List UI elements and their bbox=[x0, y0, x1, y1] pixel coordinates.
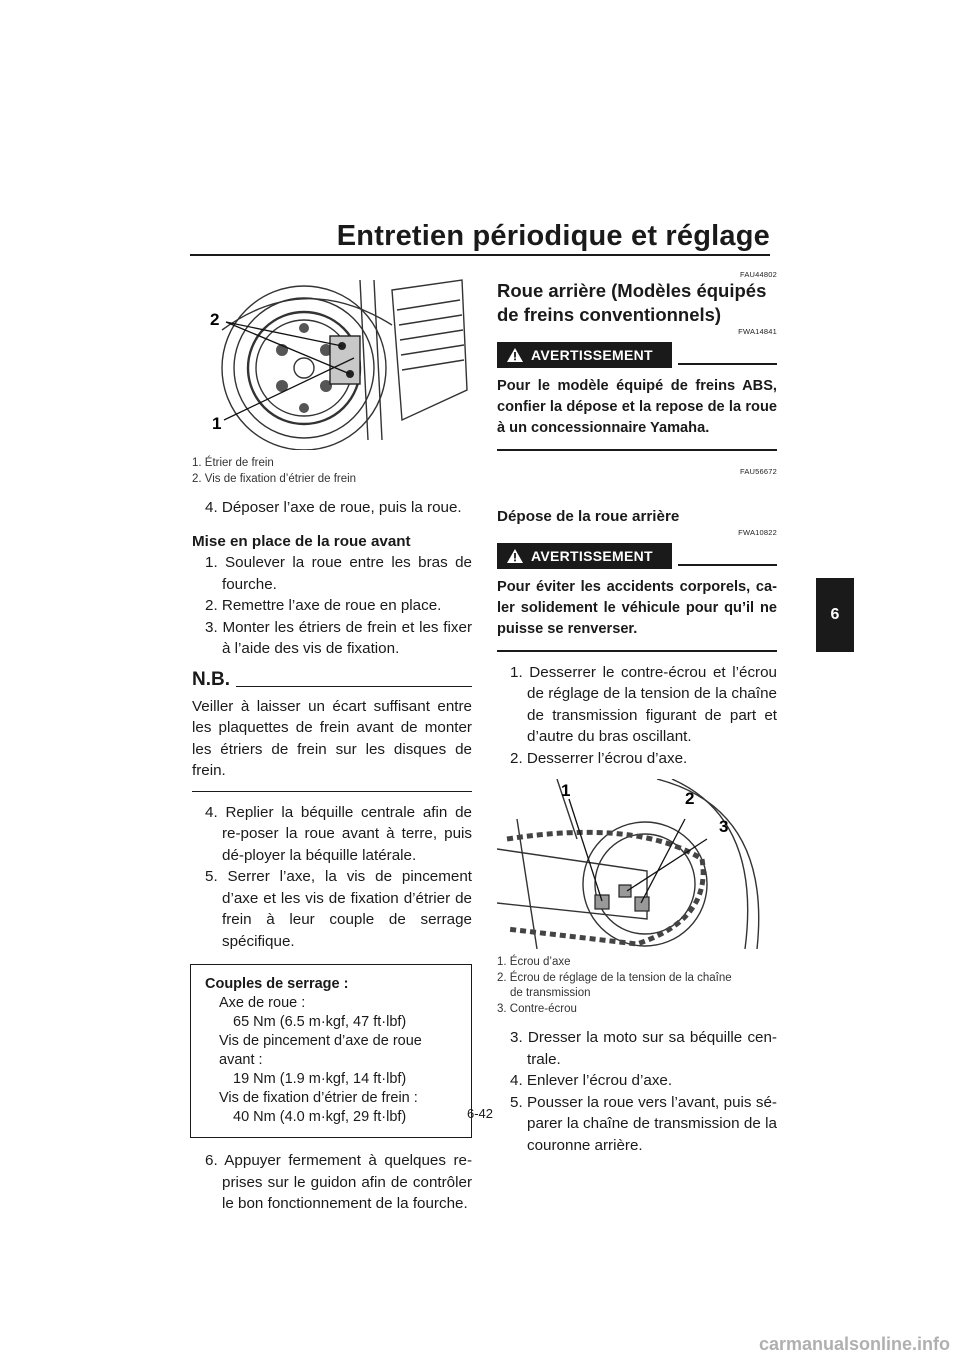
warning-label: AVERTISSEMENT bbox=[531, 347, 653, 363]
warning-rule bbox=[678, 564, 777, 566]
step-remove-axle: 4. Déposer l’axe de roue, puis la roue. bbox=[205, 499, 462, 516]
removal-step: 2. Desserrer l’écrou d’axe. bbox=[510, 749, 688, 767]
warning-triangle-icon bbox=[507, 348, 523, 362]
step-after: 4. Replier la béquille centrale afin de re-poser la roue avant à terre, puis dé-ployer la béquille latérale. bbox=[205, 803, 472, 864]
caption-item: 3. Contre-écrou bbox=[497, 1002, 577, 1015]
warning-badge bbox=[497, 342, 672, 368]
title-rule bbox=[190, 254, 770, 256]
rear-wheel-figure bbox=[497, 779, 777, 949]
front-wheel-illustration bbox=[192, 270, 472, 450]
warning-label: AVERTISSEMENT bbox=[531, 547, 653, 564]
spec-value: 19 Nm (1.9 m·kgf, 14 ft·lbf) bbox=[233, 1071, 407, 1087]
caption-item: de transmission bbox=[510, 987, 591, 999]
warning-end-rule bbox=[497, 449, 777, 451]
spec-line: avant : bbox=[219, 1052, 263, 1068]
figure-callout-3: 3 bbox=[719, 817, 729, 836]
ref-code: FAU56672 bbox=[739, 467, 777, 476]
page-title: Entretien périodique et réglage bbox=[336, 220, 770, 252]
install-step: 1. Soulever la roue entre les bras de fourche. bbox=[205, 554, 472, 593]
warning-rule bbox=[678, 363, 777, 365]
removal-steps-b bbox=[497, 1027, 777, 1156]
nb-end-rule bbox=[192, 791, 472, 792]
left-column bbox=[192, 270, 472, 1215]
step-after: 5. Serrer l’axe, la vis de pincement d’axe et les vis de fixation d’étrier de frein à leur couple de serrage spécifique. bbox=[205, 868, 472, 950]
warning-triangle-icon bbox=[507, 549, 523, 563]
warning-end-rule bbox=[497, 650, 777, 652]
warning-header bbox=[497, 543, 777, 569]
right-column bbox=[497, 270, 777, 1156]
ref-code: FAU44802 bbox=[739, 270, 777, 279]
spec-title: Couples de serrage : bbox=[205, 976, 349, 992]
spec-line: Vis de fixation d’étrier de frein : bbox=[219, 1090, 418, 1106]
install-heading: Mise en place de la roue avant bbox=[192, 532, 411, 550]
spec-line: Axe de roue : bbox=[219, 995, 306, 1011]
caption-item: 1. Écrou d’axe bbox=[497, 956, 571, 968]
removal-step: 1. Desserrer le contre-écrou et l’écrou de réglage de la tension de la chaîne de transmission figurant de part et d’autre du bras oscillant. bbox=[510, 663, 777, 745]
ref-code: FWA10822 bbox=[738, 527, 777, 537]
figure-callout-1: 1 bbox=[561, 781, 571, 800]
front-wheel-figure bbox=[192, 270, 472, 450]
removal-step: 3. Dresser la moto sur sa béquille cen-trale. bbox=[510, 1029, 777, 1068]
nb-label: N.B. bbox=[192, 668, 230, 690]
figure-callout-2: 2 bbox=[210, 310, 220, 329]
figure-callout-2: 2 bbox=[685, 789, 695, 808]
warning-badge bbox=[497, 543, 672, 569]
nb-text: Veiller à laisser un écart suffisant entre les plaquettes de frein avant de monter les étriers de frein sur les disques de frein. bbox=[192, 697, 472, 779]
caption-item: 2. Écrou de réglage de la tension de la chaîne bbox=[497, 971, 732, 984]
rear-axle-illustration bbox=[497, 779, 777, 949]
chapter-tab[interactable]: 6 bbox=[816, 578, 854, 652]
spec-value: 40 Nm (4.0 m·kgf, 29 ft·lbf) bbox=[233, 1109, 407, 1125]
warning-text: Pour éviter les accidents corporels, ca-ler solidement le véhicule pour qu’il ne puisse se renverser. bbox=[497, 578, 777, 637]
figure-caption bbox=[497, 955, 777, 1017]
install-step: 3. Monter les étriers de frein et les fixer à l’aide des vis de fixation. bbox=[205, 618, 472, 657]
removal-heading: Dépose de la roue arrière bbox=[497, 508, 680, 525]
page-number: 6-42 bbox=[466, 1106, 494, 1121]
nb-rule bbox=[236, 686, 472, 687]
caption-item: 1. Étrier de frein bbox=[192, 457, 274, 469]
step-check-fork: 6. Appuyer fermement à quelques re-prises sur le guidon afin de contrôler le bon fonctionnement de la fourche. bbox=[205, 1152, 472, 1212]
spec-value: 65 Nm (6.5 m·kgf, 47 ft·lbf) bbox=[233, 1014, 407, 1030]
watermark[interactable]: carmanualsonline.info bbox=[758, 1334, 950, 1354]
figure-caption bbox=[192, 456, 472, 487]
spec-line: Vis de pincement d’axe de roue bbox=[219, 1033, 422, 1049]
install-step: 2. Remettre l’axe de roue en place. bbox=[205, 597, 442, 614]
warning-header bbox=[497, 342, 777, 368]
removal-step: 4. Enlever l’écrou d’axe. bbox=[510, 1072, 673, 1089]
warning-text: Pour le modèle équipé de freins ABS, confier la dépose et la repose de la roue à un concessionnaire Yamaha. bbox=[497, 378, 777, 436]
ref-code: FWA14841 bbox=[738, 327, 777, 336]
section-title: Roue arrière (Modèles équipés de freins conventionnels) bbox=[497, 280, 767, 325]
caption-item: 2. Vis de fixation d’étrier de frein bbox=[192, 472, 357, 485]
removal-step: 5. Pousser la roue vers l’avant, puis sé-parer la chaîne de transmission de la couronne arrière. bbox=[510, 1093, 777, 1154]
figure-callout-1: 1 bbox=[212, 414, 222, 433]
nb-header bbox=[192, 670, 472, 690]
